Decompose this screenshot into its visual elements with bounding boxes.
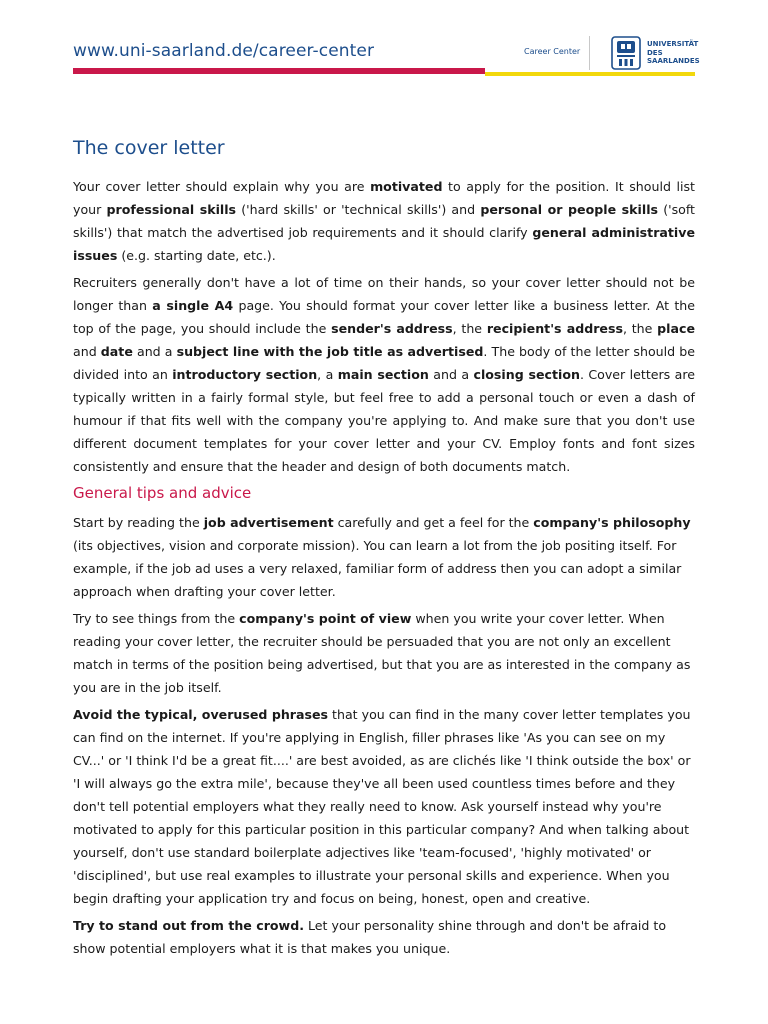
university-wordmark-line: UNIVERSITÄT — [647, 40, 699, 48]
emphasis-text: closing section — [473, 367, 580, 382]
paragraph-text: Try to see things from the — [73, 611, 240, 626]
paragraph — [73, 511, 695, 603]
emphasis-text: job advertisement — [203, 515, 334, 530]
emphasis-text: general administrative issues — [73, 225, 695, 263]
career-center-label: Career Center — [524, 47, 581, 56]
university-wordmark-line: DES — [647, 48, 663, 57]
emphasis-text: main section — [337, 367, 429, 382]
paragraph — [73, 607, 695, 699]
paragraph — [73, 271, 695, 478]
paragraph-text: ('soft skills') that match the advertised job requirements and it should clarify — [73, 202, 695, 240]
header-yellow-band — [485, 72, 695, 76]
university-wordmark-line: SAARLANDES — [647, 57, 700, 65]
paragraph-text: carefully and get a feel for the — [333, 515, 534, 530]
paragraph-text: (e.g. starting date, etc.). — [117, 248, 276, 263]
career-center-url-link[interactable]: www.uni-saarland.de/career-center — [73, 41, 375, 61]
emphasis-text: date — [100, 344, 133, 359]
emphasis-text: place — [657, 321, 695, 336]
emphasis-text: motivated — [370, 179, 443, 194]
paragraph-text: , the — [622, 321, 658, 336]
paragraph-text: that you can find in the many cover letter templates you can find on the internet. If you're applying in English, filler phrases like 'As you can see on my CV...' or 'I think I'd be a great fit....' are best avoided, as are clichés like 'I think outside the box' or 'I will always go the extra mile', because they've all been used countless times before and they don't tell potential employers what they really need to know. Ask yourself instead why you're motivated to apply for this particular position in this particular company? And when talking about yourself, don't use standard boilerplate adjectives like 'team-focused', 'highly motivated' or 'disciplined', but use real examples to illustrate your personal skills and experience. When you begin drafting your application try and focus on being, honest, open and creative. — [73, 707, 691, 906]
university-wordmark — [647, 40, 700, 66]
emphasis-text: personal or people skills — [480, 202, 659, 217]
page-title: The cover letter — [73, 137, 225, 159]
paragraph-text: and a — [428, 367, 474, 382]
paragraph-text: . Cover letters are typically written in a fairly formal style, but feel free to add a personal touch or even a dash of humour if that fits well with the company you're applying to. And make sure that you don't use different document templates for your cover letter and your CV. Employ fonts and font sizes consistently and ensure that the header and design of both documents match. — [73, 367, 696, 474]
paragraph-text: Your cover letter should explain why you are — [73, 179, 371, 194]
paragraph — [73, 175, 695, 267]
emphasis-text: company's philosophy — [533, 515, 691, 530]
paragraph-text: Recruiters generally don't have a lot of time on their hands, so your cover letter should not be longer than — [73, 275, 695, 313]
section-heading: General tips and advice — [73, 484, 252, 502]
emphasis-text: Avoid the typical, overused phrases — [73, 707, 329, 722]
paragraph-text: and a — [132, 344, 177, 359]
tips-section — [73, 511, 695, 960]
emphasis-text: professional skills — [106, 202, 237, 217]
document-body — [73, 137, 695, 964]
paragraph-text: . The body of the letter should be divided into an — [73, 344, 695, 382]
paragraph-text: ('hard skills' or 'technical skills') and — [236, 202, 481, 217]
paragraph-text: Start by reading the — [73, 515, 204, 530]
paragraph-text: and — [73, 344, 101, 359]
paragraph-text: , a — [317, 367, 338, 382]
emphasis-text: subject line with the job title as advertised — [176, 344, 484, 359]
emphasis-text: introductory section — [172, 367, 318, 382]
logo-divider — [589, 36, 590, 70]
paragraph — [73, 914, 695, 960]
page-header — [0, 0, 768, 80]
header-red-band — [73, 68, 485, 74]
paragraph-text: to apply for the position. It should list your — [73, 179, 695, 217]
emphasis-text: recipient's address — [486, 321, 623, 336]
paragraph — [73, 703, 695, 910]
intro-section — [73, 175, 695, 478]
emphasis-text: company's point of view — [239, 611, 412, 626]
paragraph-text: (its objectives, vision and corporate mission). You can learn a lot from the job positing itself. For example, if the job ad uses a very relaxed, familiar form of address then you can adopt a similar approach when drafting your cover letter. — [73, 538, 682, 599]
emphasis-text: a single A4 — [152, 298, 234, 313]
university-seal-icon — [611, 36, 641, 70]
paragraph-text: page. You should format your cover letter like a business letter. At the top of the page, you should include the — [73, 298, 695, 336]
emphasis-text: Try to stand out from the crowd. — [73, 918, 304, 933]
paragraph-text: Let your personality shine through and don't be afraid to show potential employers what it is that makes you unique. — [73, 918, 667, 956]
paragraph-text: when you write your cover letter. When reading your cover letter, the recruiter should be persuaded that you are not only an excellent match in terms of the position being advertised, but that you are as interested in the company as you are in the job itself. — [73, 611, 691, 695]
paragraph-text: , the — [452, 321, 487, 336]
emphasis-text: sender's address — [331, 321, 453, 336]
